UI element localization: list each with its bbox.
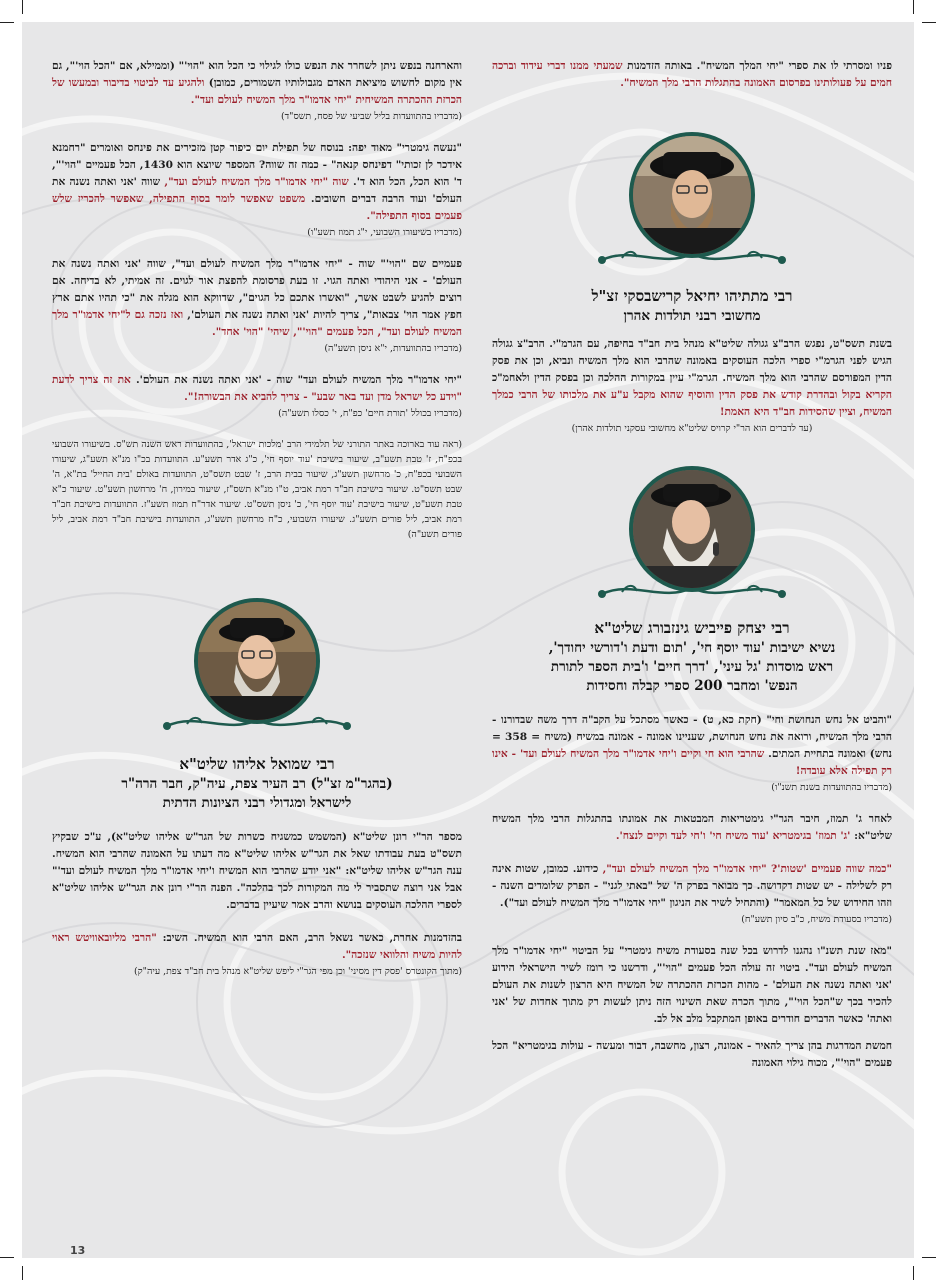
- crop-mark-icon: [0, 1257, 14, 1258]
- person-portrait-icon: [198, 602, 316, 720]
- profile-title: מחשובי רבני תולדות אהרן: [623, 308, 761, 324]
- crop-mark-icon: [22, 1266, 23, 1280]
- page-number: 13: [70, 1244, 86, 1257]
- crop-mark-icon: [913, 1266, 914, 1280]
- profile3-para2: בהזדמנות אחרת, כאשר נשאל הרב, האם הרבי הוא המשיח. השיב: "הרבי מליובאוויטש ראוי להיות משיח והלוואי שנזכה".: [52, 932, 462, 961]
- crop-mark-icon: [22, 0, 23, 14]
- profile3-para1: מספר הר"י רונן שליט"א (המשמש כמשגיח כשרות של הגר"ש אליהו שליט"א), ע"כ שבקיץ תשס"ט בעת עבודתו שאל את הגר"ש אליהו שליט"א מה דעתו על האמונה שהרבי הוא המשיח. ענה הגר"ש אליהו שליט"א: "אני יודע שהרבי הוא המשיח ו'יחי אדמו"ר מלך המשיח לעולם ועד'" אבל אני רוצה שתסביר לי מה המקורות לכך בהלכה". הפנה הר"י רונן את הגר"ש אליהו שליט"א לספרי ההלכה העוסקים בנושא והרב אמר שיעיין בדברים.: [52, 831, 462, 911]
- portrait-photo: [629, 132, 755, 258]
- profile2-para1: "והביט אל נחש הנחושת וחי" (חקת כא, ט) - כאשר מסתכל על הקב"ה דרך משה שבדורנו - הרבי מלך המשיח, ורואה את נחש הנחושת, שעניינו אמונה - אמונה במשיח (משיח = 358 = נחש) ואמונה בתחיית המתים. שהרבי הוא חי וקיים ו'יחי אדמו"ר מלך המשיח לעולם ועד' - אינו רק תפילה אלא עובדה!: [492, 714, 892, 777]
- source-citation: (מדבריו בכולל 'תורת חיים' כפ"ח, י' כסלו תשע"ה): [278, 408, 462, 419]
- left-para3: פעמיים שם "הוי'" שוה - "יחי אדמו"ר מלך המשיח לעולם ועד", שווה 'אני ואתה נשנה את העולם' - אני היהודי ואתה הגוי. זו בעת פרסומת להפצת אור לגוים. זה אמיתי, לא בדיחה. אם רוצים להגיע לשבט אשר, "ואשרו אתכם כל הגוים", שדווקא הוא מגלה את "כי תהיו אתם ארץ חפץ אמר הוי' צבאות", צריך להיות 'אני ואתה נשנה את העולם', ואז נזכה גם ל"יחי אדמו"ר מלך המשיח לעולם ועד", הכל פעמים "הוי'", שיהי' "הוי' אחד".: [52, 258, 462, 338]
- source-citation: (עד לדברים הוא הר"י קרויס שליט"א מחשובי עסקני תולדות אהרן): [571, 423, 813, 434]
- crop-mark-icon: [922, 1257, 936, 1258]
- source-citation: (מדבריו בהתוועדות, י"א ניסן תשע"ה): [324, 343, 462, 354]
- right-column: [492, 58, 892, 1072]
- source-citation: (מדבריו בסעודת משיח, כ"ב סיון תשע"ח): [741, 914, 892, 925]
- crop-mark-icon: [913, 0, 914, 14]
- left-para1: והארחנה בנפש ניתן לשחרר את הנפש כולו לגילוי כי הכל הוא "הוי'" (וממילא, אם "הכל הוי'", גם אין מקום לחשוש מיציאת האדם מגבולותיו השמורים, כמובן) ולהגיע עד לביטוי בדיבור ובמעשו של הכרזת ההכתרה המשיחית "יחי אדמו"ר מלך המשיח לעולם ועד".: [52, 60, 462, 106]
- profile-title-line: לישראל ומגדולי רבני הציונות הדתית: [162, 795, 352, 811]
- profile-title-line: (בהגר"מ זצ"ל) רב העיר צפת, עיה"ק, חבר הרה"ר: [121, 776, 393, 792]
- crop-mark-icon: [922, 22, 936, 23]
- profile2-para5: חמשת המדרגות בהן צריך להאיר - אמונה, רצון, מחשבה, דבור ומעשה - עולות בגימטריא" הכל פעמים "הוי'", מכוח גילוי האמונה: [492, 1040, 892, 1069]
- person-portrait-icon: [633, 470, 751, 588]
- profile-eliyahu: [52, 598, 462, 813]
- profile-title-line: הנפש' ומחבר 200 ספרי קבלה וחסידות: [586, 678, 798, 694]
- profile2-para3: "כמה שווה פעמיים 'שטות'? "יחי אדמו"ר מלך המשיח לעולם ועד", כידוע. כמובן, שטות אינה רק לשלילה - יש שטות דקדושה. כך מבואר בפרק ה' של "באתי לגני" - הפרק שלומדים השנה - וזהו החידוש של כל המאמר" (והתחיל לשיר את הניגון "יחי אדמו"ר מלך המשיח לעולם ועד").: [492, 863, 892, 909]
- left-para2: "נעשה גימטרי" מאוד יפה: בנוסח של תפילת יום כיפור קטן מזכירים את פינחס ואומרים "רחמנא אידכר לן זכותי" דפינחס קנאה" - כמה זה שווה? המספר שיוצא הוא 1430, הכל פעמיים "הוי'", ד' הוא הכל, הכל הוא ד'. שוה "יחי אדמו"ר מלך המשיח לעולם ועד", שווה 'אני ואתה נשנה את העולם' ועוד הרבה דברים חשובים. משפט שאפשר לומר בסוף התפילה, שאפשר להכריז שלש פעמים בסוף התפילה".: [52, 142, 462, 222]
- profile-krishevsky: [492, 132, 892, 326]
- source-citation: (מדבריו בשיעורו השבועי, י"ג תמוז תשע"ו): [307, 227, 462, 238]
- left-column: [52, 58, 462, 979]
- portrait-photo: [629, 466, 755, 592]
- profile-ginsburgh: [492, 466, 892, 696]
- source-citation: (מתוך הקונטרס 'פסק דין מסיני' וכן מפי הגר"י ליפש שליט"א מנהל בית חב"ד צפת, עיה"ק): [133, 966, 462, 977]
- source-citation: (מדבריו בהתוועדות בשנת תשנ"ו): [771, 782, 892, 793]
- left-para4: "יחי אדמו"ר מלך המשיח לעולם ועד" שוה - 'אני ואתה נשנה את העולם'. את זה צריך לדעת "וידע כל ישראל מדן ועד באר שבע" - צריך להביא את הבשורה!".: [52, 374, 462, 403]
- source-citation: (מדבריו בהתוועדות בליל שביעי של פסח, תשס"ד): [280, 111, 462, 122]
- portrait-photo: [194, 598, 320, 724]
- person-portrait-icon: [633, 136, 751, 254]
- profile-title-line: נשיא ישיבות 'עוד יוסף חי', 'תום ודעת ו'דורשי יחודך',: [548, 640, 836, 656]
- magazine-page: [22, 22, 914, 1258]
- crop-mark-icon: [0, 22, 14, 23]
- profile2-para4: "מאז שנת תשנ"ו נהגנו לדרוש בכל שנה בסעודת משיח גימטרי" על הביטוי "יחי אדמו"ר מלך המשיח לעולם ועד". ביטוי זה עולה הכל פעמים "הוי'", ודרשנו כי רומז לשיר הישראלי הידוע 'אני ואתה נשנה את העולם' - מהות הכרזת ההכתרה של המשיח היא הרצון לשנות את העולם להכיר בכך ש"הכל הוי'", מתוך הכרה שאת השינוי הזה ניתן לעשות רק מתוך אחדות של 'אני ואתה' כאשר הדברים חודרים באופן המתקבל מלב אל לב.: [492, 945, 892, 1025]
- references-note: (ראה עוד בארוכה באתר התורני של תלמידי הרב 'מלכות ישראל', בהתוועדות ראש השנה תש"ס. בשיעורו השבועי בכפ"ח, ז' טבת תשע"ב, שיעור בישיבת 'עוד יוסף חי', כ"ג אדר תשע"ע. התוועדות בכ"ו מנ"א תשע"ג, שיעורו השבועי בכפ"ח, כ' מרחשון תשע"ג, שיעור בבית הרב, ז' שבט תשס"ט, התוועדות באולם 'בית החייל' בת"א, ה' שבט תשס"ט. שיעור בישיבת חב"ד רמת אביב, ט"ו מנ"א תשס"ז, שיעור במירון, ח' מרחשון תשע"ט. שיעור כ"א טבת תשע"ט, שיעור בישיבת 'עוד יוסף חי', כ' ניסן תשס"ט. שיעור אדר"ח תמוז תשע"ז. התוועדות בישיבת חב"ד רמת אביב, ליל פורים תשע"ג. שיעורו השבועי, כ"ח מרחשון תשע"ג, התוועדות בישיבת חב"ד רמת אביב, ליל פורים תשע"ה): [52, 439, 462, 540]
- intro-text: פניו ומסרתי לו את ספרי "יחי המלך המשיח". באותה הזדמנות שמעתי ממנו דברי עידוד וברכה חמים על פעולותינו בפרסום האמונה בהתגלות הרבי מלך המשיח".: [492, 60, 892, 89]
- profile1-text: בשנת תשס"ט, נפגש הרב"צ גגולה שליט"א מנהל בית חב"ד בחיפה, עם הגרמ"י. הרב"צ גגולה הגיש לפני הגרמ"י ספרי הלכה העוסקים באמונה שהרבי הוא מלך המשיח ונביא, וכן את פסק הדין המפורסם שהרבי הוא מלך המשיח. הגרמ"י עיין במקורות ההלכה וכן בפסק הדין ולאחמ"כ הקריא בקול ובהדרת קודש את פסק הדין והוסיף שהוא מקבל ע"ע את מלכותו של הרבי כמלך המשיח, וציין שהסידות חב"ד היא האמת!: [492, 338, 892, 418]
- profile-name: רבי יצחק פייביש גינזבורג שליט"א: [594, 619, 790, 637]
- profile-name: רבי שמואל אליהו שליט"א: [179, 755, 335, 773]
- profile-name: רבי מתתיהו יחיאל קרישבסקי זצ"ל: [591, 287, 793, 305]
- profile-title-line: ראש מוסדות 'גל עיני', 'דרך חיים' ו'בית הספר לתורת: [550, 659, 834, 675]
- profile2-para2: לאחר ג' תמוז, חיבר הגר"י גימטריאות המבטאות את אמונתו בהתגלות הרבי מלך המשיח שליט"א: 'ג' תמוז' בגימטריא 'עוד משיח חי' ו'חי לעד וקיים לנצח'.: [492, 813, 892, 842]
